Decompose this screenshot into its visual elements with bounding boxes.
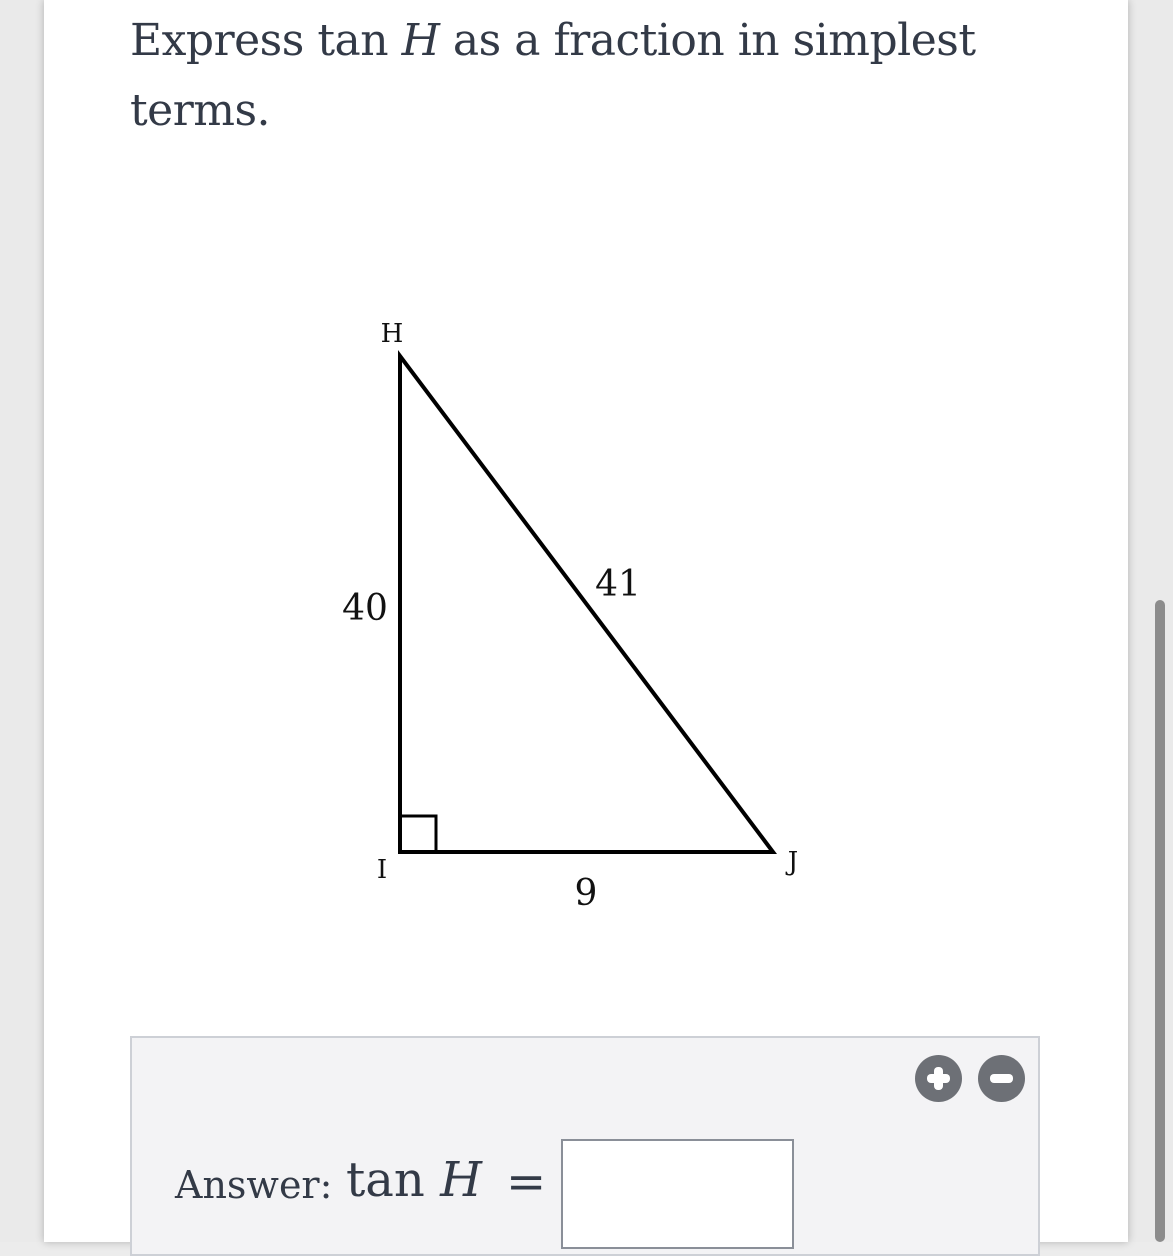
answer-input[interactable] — [561, 1139, 794, 1249]
triangle-shape — [400, 356, 773, 852]
question-prefix: Express tan — [130, 15, 402, 66]
vertex-label-j: J — [787, 847, 799, 877]
side-label-vertical: 40 — [342, 588, 388, 629]
side-label-horizontal: 9 — [574, 873, 598, 914]
scrollbar[interactable] — [1155, 600, 1165, 1242]
vertex-label-i: I — [376, 855, 388, 885]
answer-func: tan — [346, 1152, 441, 1208]
answer-expression — [346, 1152, 482, 1208]
minus-button[interactable] — [978, 1055, 1025, 1102]
question-variable: H — [401, 15, 440, 66]
answer-variable: H — [440, 1152, 482, 1208]
question-suffix: as a fraction in simplest terms. — [130, 15, 976, 136]
vertex-label-h: H — [380, 319, 404, 349]
plus-button[interactable] — [915, 1055, 962, 1102]
equals-sign: = — [506, 1154, 547, 1210]
right-angle-marker — [400, 816, 436, 852]
side-label-hypotenuse: 41 — [595, 564, 641, 605]
answer-label: Answer: — [175, 1163, 333, 1207]
